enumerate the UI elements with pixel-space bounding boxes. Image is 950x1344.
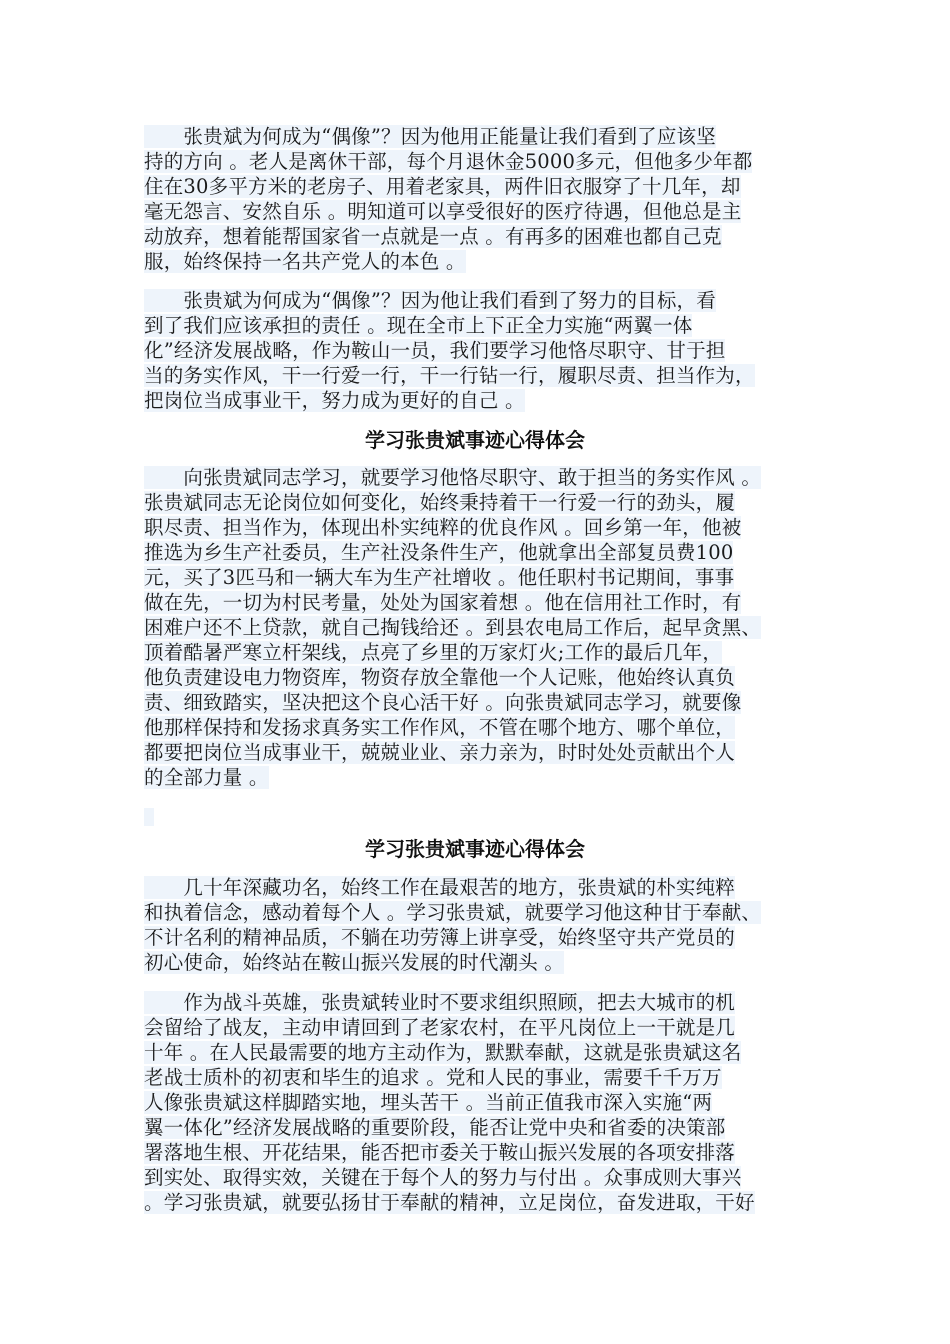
text-line: 责、细致踏实，坚决把这个良心活干好 。向张贵斌同志学习，就要像 — [144, 691, 742, 714]
text-line: 翼一体化”经济发展战略的重要阶段，能否让党中央和省委的决策部 — [144, 1116, 726, 1139]
text-line: 张贵斌同志无论岗位如何变化，始终秉持着干一行爱一行的劲头，履 — [144, 491, 736, 514]
text-line: 到了我们应该承担的责任 。现在全市上下正全力实施“两翼一体 — [144, 314, 693, 337]
text-line: 做在先，一切为村民考量，处处为国家着想 。他在信用社工作时，有 — [144, 591, 742, 614]
text-line: 把岗位当成事业干，努力成为更好的自己 。 — [144, 389, 525, 412]
text-line: 他负责建设电力物资库，物资存放全靠他一个人记账，他始终认真负 — [144, 666, 736, 689]
text-line: 张贵斌为何成为“偶像”？因为他用正能量让我们看到了应该坚 — [144, 125, 716, 148]
text-line: 困难户还不上贷款，就自己掏钱给还 。到县农电局工作后，起早贪黑、 — [144, 616, 762, 639]
text-line: 他那样保持和发扬求真务实工作作风，不管在哪个地方、哪个单位， — [144, 716, 736, 739]
paragraph-3 — [144, 465, 834, 790]
text-line: 元，买了3匹马和一辆大车为生产社增收 。他任职村书记期间，事事 — [144, 566, 735, 589]
text-line: 动放弃，想着能帮国家省一点就是一点 。有再多的困难也都自己克 — [144, 225, 722, 248]
text-line: 向张贵斌同志学习，就要学习他恪尽职守、敢于担当的务实作风 。 — [144, 466, 762, 489]
text-line: 都要把岗位当成事业干，兢兢业业、亲力亲为，时时处处贡献出个人 — [144, 741, 736, 764]
text-line: 老战士质朴的初衷和毕生的追求 。党和人民的事业，需要千千万万 — [144, 1066, 722, 1089]
text-line: 当的务实作风，干一行爱一行，干一行钻一行，履职尽责、担当作为， — [144, 364, 755, 387]
paragraph-2 — [144, 288, 834, 413]
text-line: 顶着酷暑严寒立杆架线，点亮了乡里的万家灯火;工作的最后几年， — [144, 641, 723, 664]
text-line: 和执着信念，感动着每个人 。学习张贵斌，就要学习他这种甘于奉献、 — [144, 901, 762, 924]
text-line: 化”经济发展战略，作为鞍山一员，我们要学习他恪尽职守、甘于担 — [144, 339, 726, 362]
section-heading: 学习张贵斌事迹心得体会 — [365, 428, 585, 452]
text-line: 推选为乡生产社委员，生产社没条件生产，他就拿出全部复员费100 — [144, 541, 734, 564]
paragraph-5 — [144, 990, 834, 1215]
text-line: 作为战斗英雄，张贵斌转业时不要求组织照顾，把去大城市的机 — [144, 991, 736, 1014]
text-line: 初心使命，始终站在鞍山振兴发展的时代潮头 。 — [144, 951, 565, 974]
text-line: 职尽责、担当作为，体现出朴实纯粹的优良作风 。回乡第一年，他被 — [144, 516, 742, 539]
highlight-marker — [144, 808, 154, 826]
text-line: 到实处、取得实效，关键在于每个人的努力与付出 。众事成则大事兴 — [144, 1166, 742, 1189]
text-line: 署落地生根、开花结果，能否把市委关于鞍山振兴发展的各项安排落 — [144, 1141, 736, 1164]
text-line: 会留给了战友，主动申请回到了老家农村，在平凡岗位上一干就是几 — [144, 1016, 736, 1039]
text-line: 持的方向 。老人是离休干部，每个月退休金5000多元，但他多少年都 — [144, 150, 753, 173]
text-line: 张贵斌为何成为“偶像”？因为他让我们看到了努力的目标，看 — [144, 289, 716, 312]
text-line: 毫无怨言、安然自乐 。明知道可以享受很好的医疗待遇，但他总是主 — [144, 200, 742, 223]
paragraph-1 — [144, 124, 834, 274]
section-heading: 学习张贵斌事迹心得体会 — [365, 837, 585, 861]
paragraph-4 — [144, 875, 834, 975]
text-line: 不计名利的精神品质，不躺在功劳簿上讲享受，始终坚守共产党员的 — [144, 926, 736, 949]
text-line: 十年 。在人民最需要的地方主动作为，默默奉献，这就是张贵斌这名 — [144, 1041, 742, 1064]
text-line: 住在30多平方米的老房子、用着老家具，两件旧衣服穿了十几年，却 — [144, 175, 741, 198]
text-line: 的全部力量 。 — [144, 766, 269, 789]
text-line: 几十年深藏功名，始终工作在最艰苦的地方，张贵斌的朴实纯粹 — [144, 876, 736, 899]
text-line: 。学习张贵斌，就要弘扬甘于奉献的精神，立足岗位，奋发进取，干好 — [144, 1191, 755, 1214]
text-line: 服，始终保持一名共产党人的本色 。 — [144, 250, 466, 273]
text-line: 人像张贵斌这样脚踏实地，埋头苦干 。当前正值我市深入实施“两 — [144, 1091, 713, 1114]
